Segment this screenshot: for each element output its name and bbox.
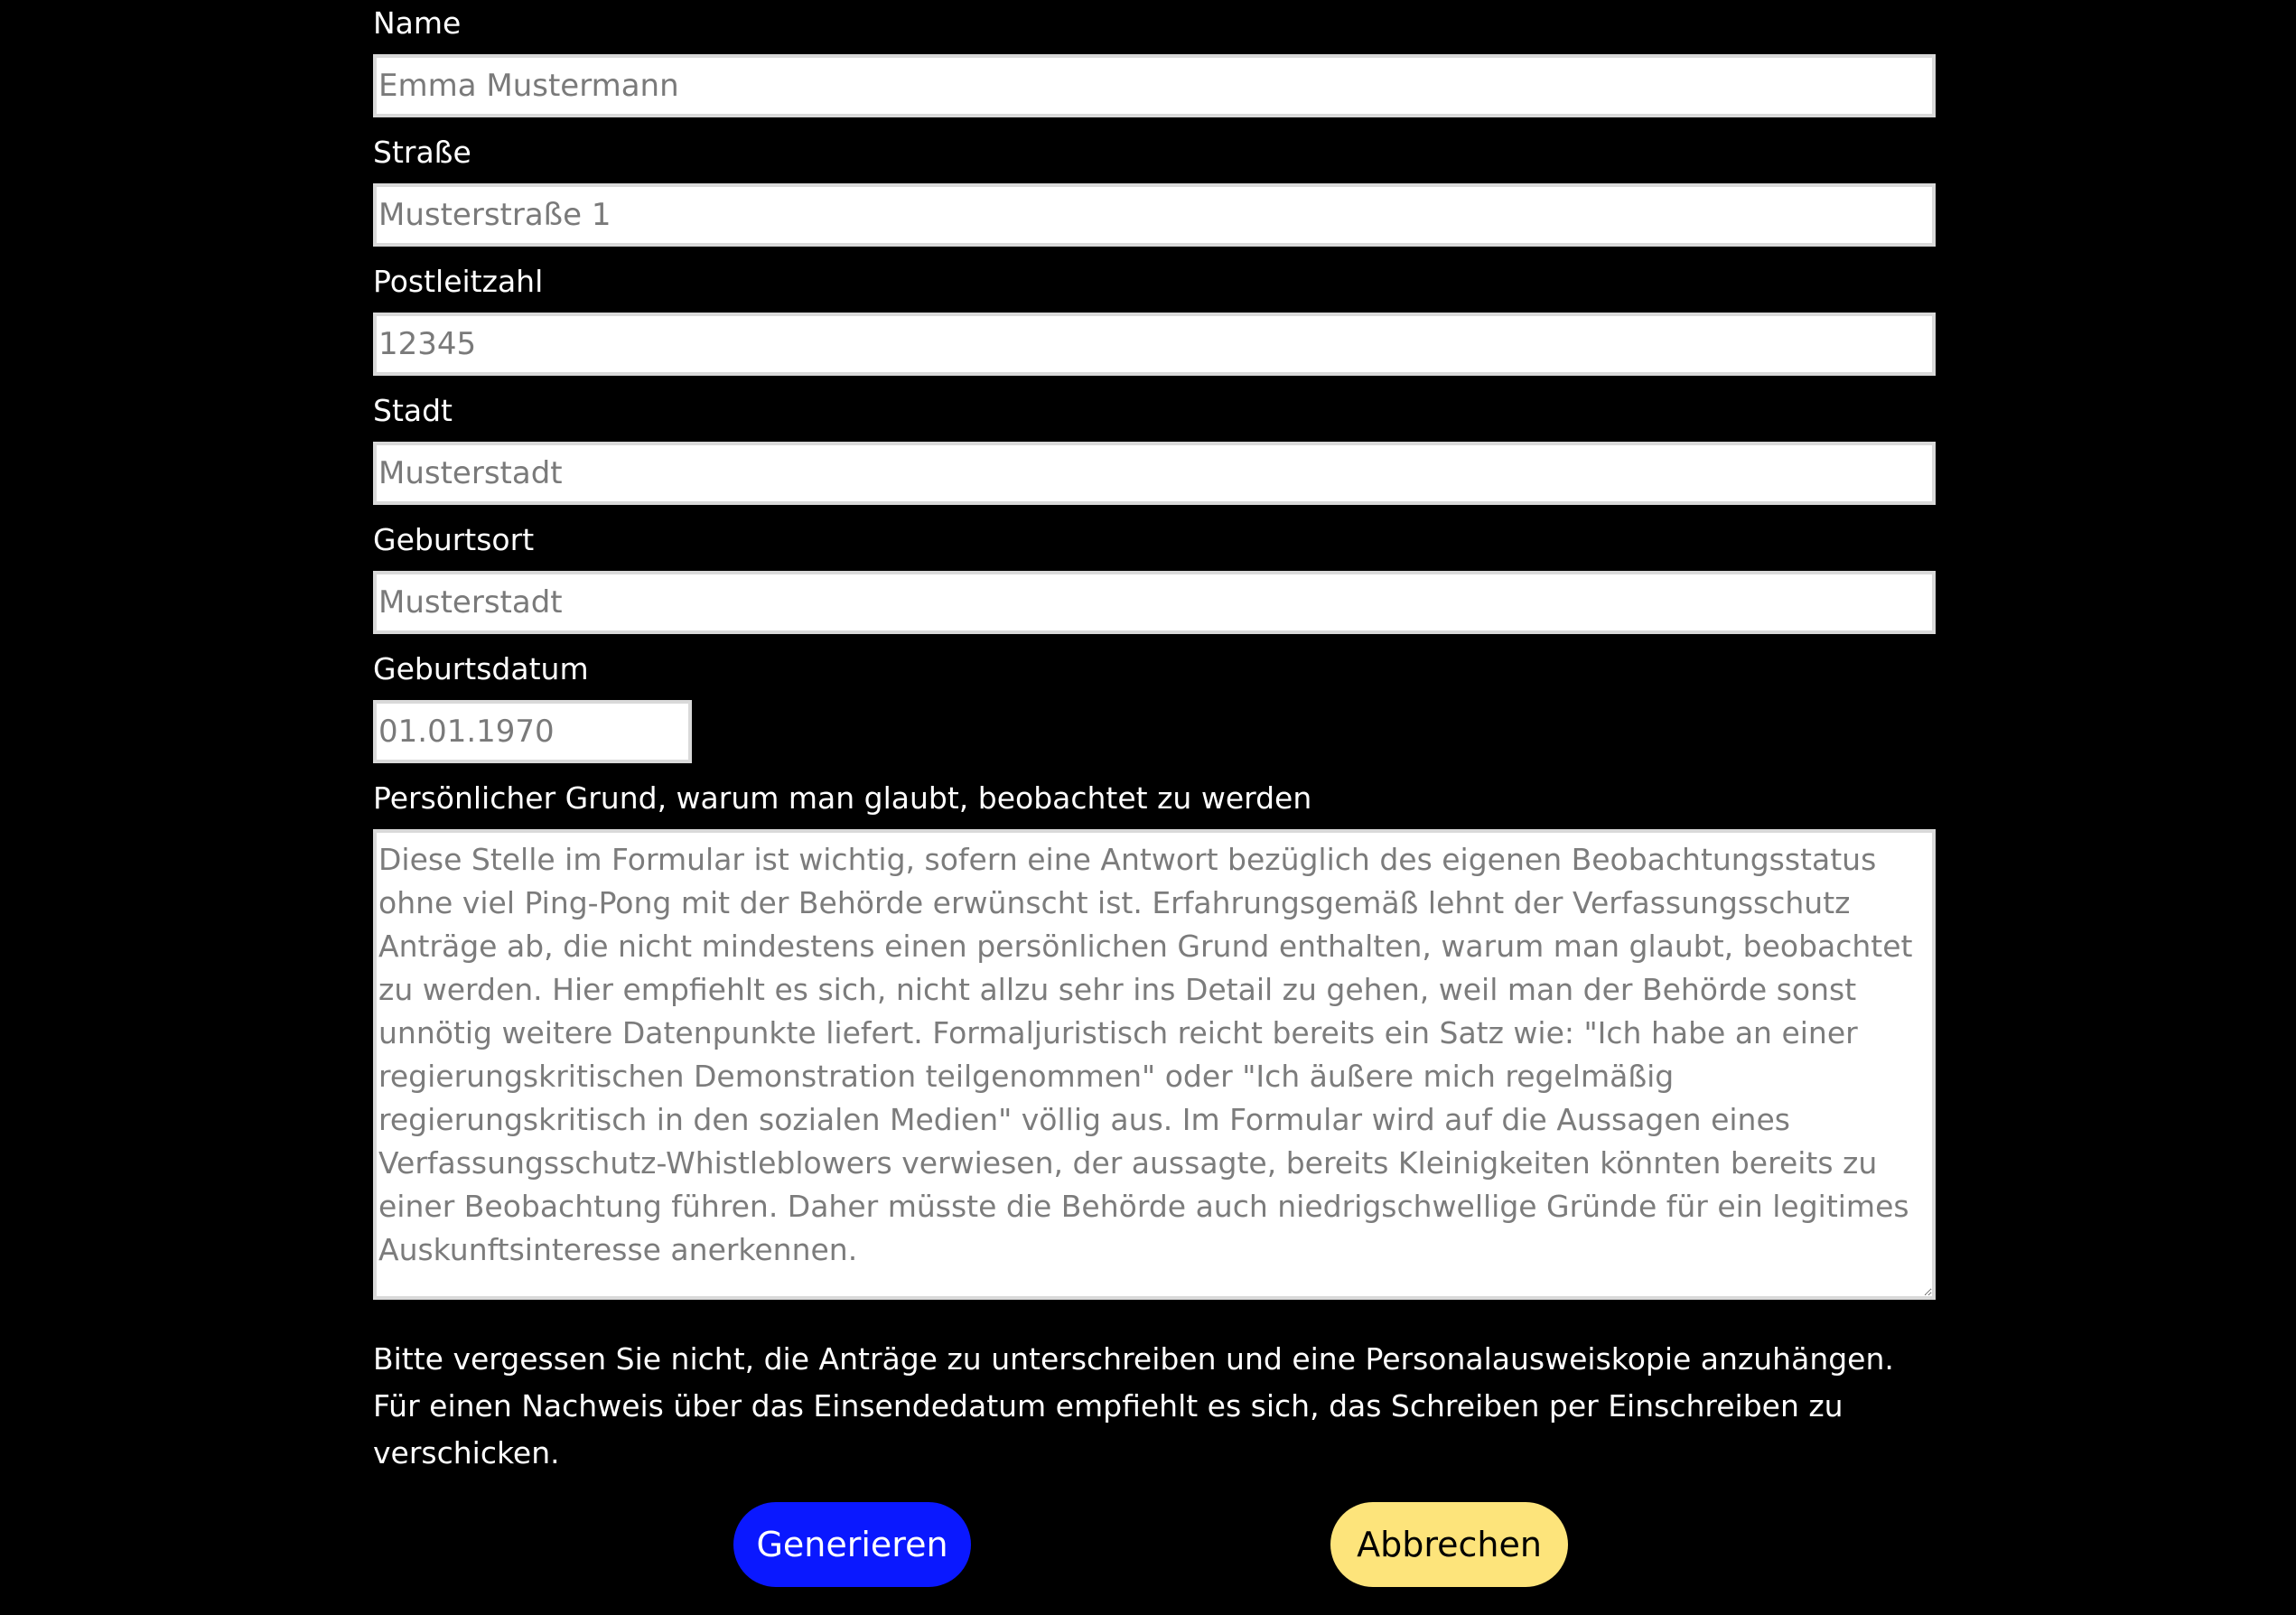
request-form xyxy=(373,0,1936,1477)
birthdate-input[interactable] xyxy=(373,700,692,763)
birthplace-input[interactable] xyxy=(373,571,1936,634)
name-label: Name xyxy=(373,5,462,41)
notice-text xyxy=(373,1336,1927,1477)
name-input[interactable] xyxy=(373,54,1936,117)
street-label: Straße xyxy=(373,135,471,170)
reason-textarea[interactable] xyxy=(373,829,1936,1300)
reason-label: Persönlicher Grund, warum man glaubt, beobachtet zu werden xyxy=(373,780,1312,816)
city-label: Stadt xyxy=(373,393,453,428)
postal-code-input[interactable] xyxy=(373,313,1936,376)
birthdate-label: Geburtsdatum xyxy=(373,651,589,686)
birthplace-label: Geburtsort xyxy=(373,522,535,557)
cancel-button[interactable]: Abbrechen xyxy=(1330,1502,1568,1587)
notice-line-signature: Bitte vergessen Sie nicht, die Anträge zu unterschreiben und eine Personalausweiskopie anzuhängen. xyxy=(373,1341,1894,1377)
city-input[interactable] xyxy=(373,442,1936,505)
notice-line-registered-mail: Für einen Nachweis über das Einsendedatum empfiehlt es sich, das Schreiben per Einschreiben zu verschicken. xyxy=(373,1388,1843,1470)
street-input[interactable] xyxy=(373,183,1936,247)
action-buttons xyxy=(0,1502,2296,1587)
postal-code-label: Postleitzahl xyxy=(373,264,544,299)
generate-button[interactable]: Generieren xyxy=(733,1502,971,1587)
